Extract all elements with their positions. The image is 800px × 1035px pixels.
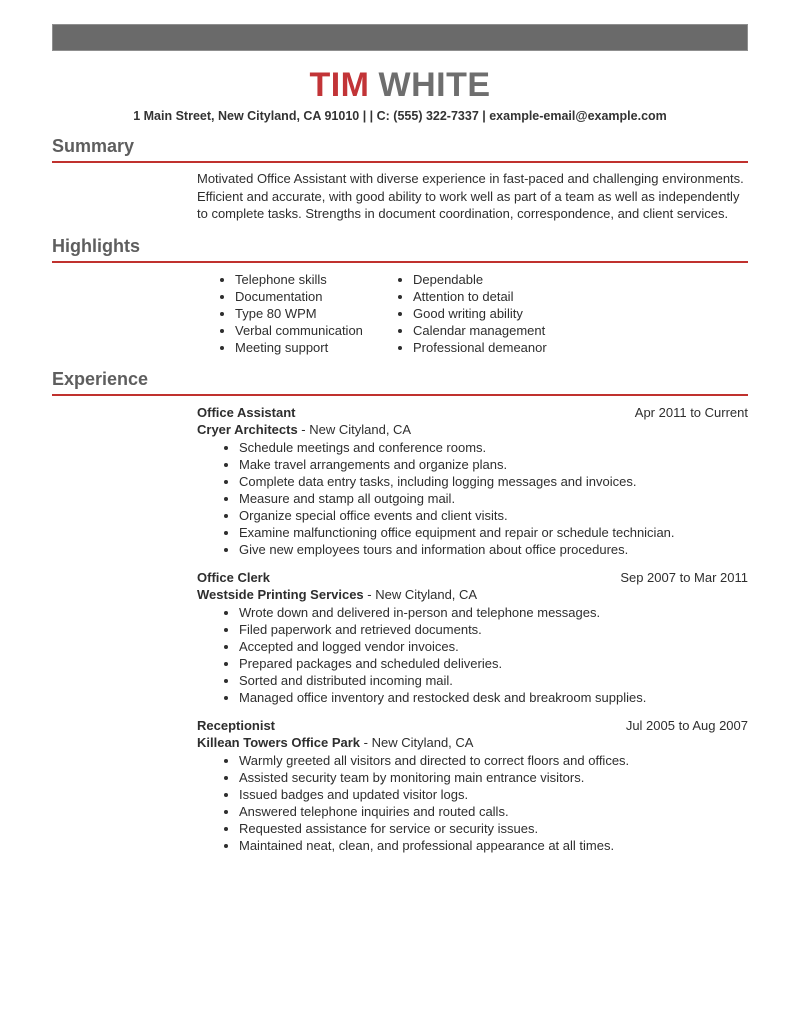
list-item: • Managed office inventory and restocked desk and breakroom supplies. xyxy=(239,689,748,706)
list-item: • Measure and stamp all outgoing mail. xyxy=(239,490,748,507)
list-item: • Prepared packages and scheduled deliveries. xyxy=(239,655,748,672)
last-name: WHITE xyxy=(378,66,491,104)
job-header xyxy=(197,404,748,421)
list-item: • Complete data entry tasks, including logging messages and invoices. xyxy=(239,473,748,490)
person-name xyxy=(52,67,748,103)
list-item: • Answered telephone inquiries and routed calls. xyxy=(239,803,748,820)
company-location: - New Cityland, CA xyxy=(360,734,474,750)
list-item: • Calendar management xyxy=(413,322,547,339)
job-title: Receptionist xyxy=(197,717,276,733)
list-item: • Requested assistance for service or security issues. xyxy=(239,820,748,837)
list-item: • Schedule meetings and conference rooms. xyxy=(239,439,748,456)
list-item: • Verbal communication xyxy=(235,322,375,339)
list-item: • Maintained neat, clean, and professional appearance at all times. xyxy=(239,837,748,854)
highlights-column-1 xyxy=(197,271,375,356)
highlights-column-2 xyxy=(375,271,547,356)
list-item: • Professional demeanor xyxy=(413,339,547,356)
header-bar xyxy=(52,24,748,51)
company-location: - New Cityland, CA xyxy=(297,421,412,437)
company-line xyxy=(197,586,748,603)
contact-line: 1 Main Street, New Cityland, CA 91010 | | C: (555) 322-7337 | example-email@example.com xyxy=(133,109,667,123)
list-item: • Wrote down and delivered in-person and telephone messages. xyxy=(239,604,748,621)
list-item: • Give new employees tours and information about office procedures. xyxy=(239,541,748,558)
job-header xyxy=(197,717,748,734)
first-name: TIM xyxy=(309,66,370,104)
job-header xyxy=(197,569,748,586)
list-item: • Make travel arrangements and organize plans. xyxy=(239,456,748,473)
company-line xyxy=(197,421,748,438)
list-item: • Telephone skills xyxy=(235,271,375,288)
job-dates: Apr 2011 to Current xyxy=(634,404,748,420)
job-bullets xyxy=(197,604,748,706)
list-item: • Meeting support xyxy=(235,339,375,356)
company-name: Cryer Architects xyxy=(197,421,298,437)
list-item: • Filed paperwork and retrieved documents. xyxy=(239,621,748,638)
job-title: Office Assistant xyxy=(197,404,296,420)
job-dates: Jul 2005 to Aug 2007 xyxy=(625,717,748,733)
job-title: Office Clerk xyxy=(197,569,270,585)
summary-text: Motivated Office Assistant with diverse experience in fast-paced and challenging environments. Efficient and accurate, with good ability to work well as part of a team as well as independently to complete tasks. Strengths in document coordination, correspondence, and client services. xyxy=(197,171,744,221)
section-summary xyxy=(52,136,748,223)
list-item: • Accepted and logged vendor invoices. xyxy=(239,638,748,655)
list-item: • Organize special office events and client visits. xyxy=(239,507,748,524)
section-highlights xyxy=(52,236,748,356)
list-item: • Issued badges and updated visitor logs. xyxy=(239,786,748,803)
section-experience xyxy=(52,369,748,854)
list-item: • Documentation xyxy=(235,288,375,305)
experience-heading: Experience xyxy=(52,369,748,396)
list-item: • Examine malfunctioning office equipment and repair or schedule technician. xyxy=(239,524,748,541)
list-item: • Warmly greeted all visitors and directed to correct floors and offices. xyxy=(239,752,748,769)
highlights-heading: Highlights xyxy=(52,236,748,263)
job-bullets xyxy=(197,439,748,558)
list-item: • Dependable xyxy=(413,271,547,288)
company-line xyxy=(197,734,748,751)
list-item: • Good writing ability xyxy=(413,305,547,322)
job-bullets xyxy=(197,752,748,854)
list-item: • Attention to detail xyxy=(413,288,547,305)
company-name: Killean Towers Office Park xyxy=(197,734,361,750)
list-item: • Type 80 WPM xyxy=(235,305,375,322)
job-entry xyxy=(197,569,748,706)
job-dates: Sep 2007 to Mar 2011 xyxy=(620,569,748,585)
job-entry xyxy=(197,404,748,558)
list-item: • Assisted security team by monitoring main entrance visitors. xyxy=(239,769,748,786)
list-item: • Sorted and distributed incoming mail. xyxy=(239,672,748,689)
highlights-columns xyxy=(197,271,748,356)
job-entry xyxy=(197,717,748,854)
summary-heading: Summary xyxy=(52,136,748,163)
company-location: - New Cityland, CA xyxy=(363,586,478,602)
company-name: Westside Printing Services xyxy=(197,586,364,602)
